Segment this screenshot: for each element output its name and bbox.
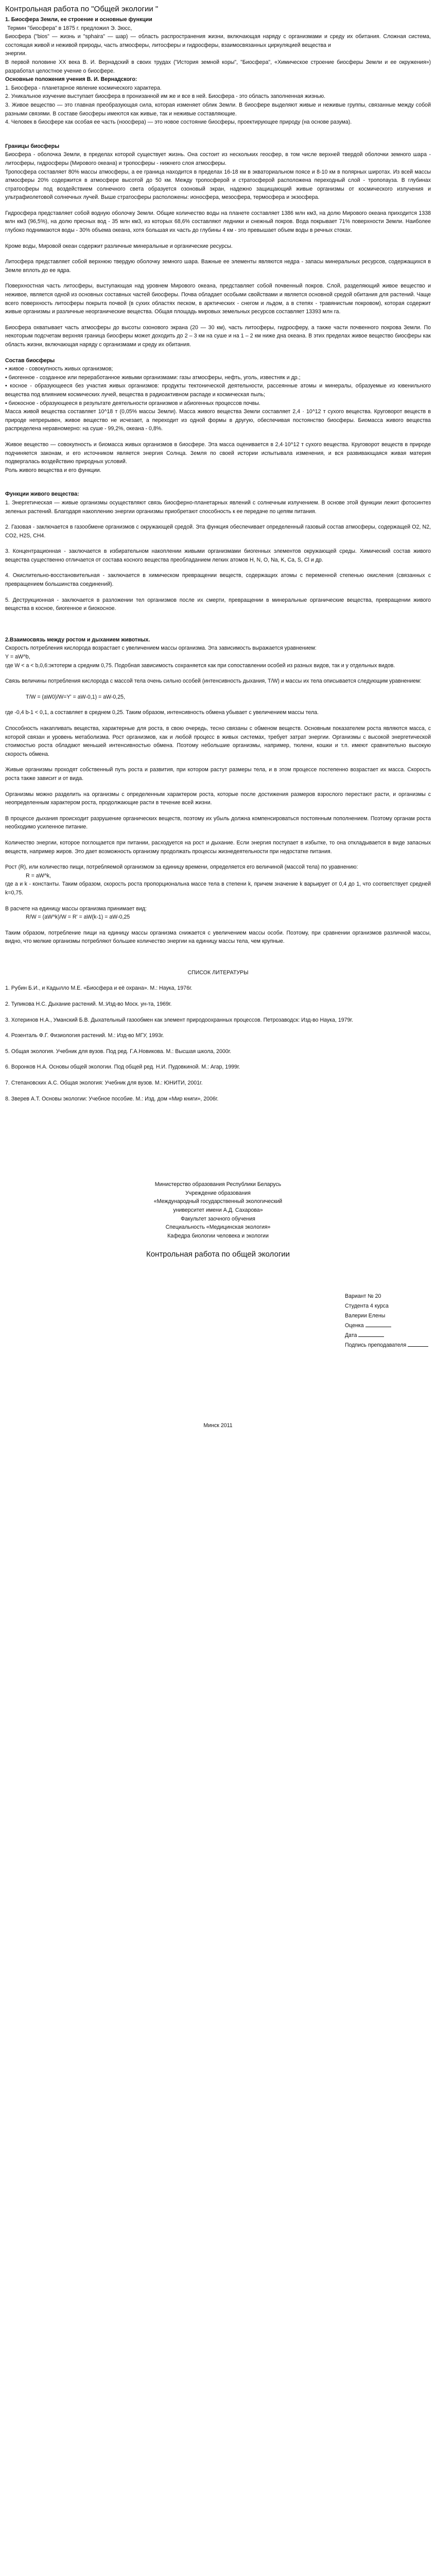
university-name-cont: университет имени А.Д. Сахарова» (173, 1207, 263, 1213)
title-page (5, 1180, 431, 1430)
paragraph: Связь величины потребления кислорода с массой тела очень сильно особей (интенсивность дыхания, T/W) и массы их тела описывается следующим уравнением: (5, 678, 422, 685)
references-title: СПИСОК ЛИТЕРАТУРЫ (187, 969, 249, 976)
section-1-title: 1. Биосфера Земли, ее строение и основные функции (5, 16, 152, 23)
faculty-name: Факультет заочного обучения (181, 1215, 255, 1222)
paragraph: Масса живой вещества составляет 10^18 т (0,05% массы Земли). Масса живого вещества Земли составляет 2,4 · 10^12 т сухого вещества. Круговорот веществ в природе непрерывен, живое вещество не исчезает, а переходит из одной формы в другую, обеспечивая постоянство биосферы. Биомасса живого вещества распределена неравномерно: на суше - 99,2%, океана - 0,8%. (5, 409, 431, 432)
paragraph: В первой половине XX века В. И. Вернадский в своих трудах ("История земной коры", "Биосфера", «Химическое строение биосферы Земли и ее окружения») разработал целостное учение о биосфере. (5, 59, 431, 74)
paragraph: Роль живого вещества и его функции. (5, 467, 101, 473)
reference-item: 2. Тупикова Н.С. Дыхание растений. М.:Изд-во Моск. ун-та, 1969г. (5, 1001, 172, 1008)
signature-line (408, 1341, 428, 1347)
equation: Y = aW^b, (5, 654, 30, 660)
signature-label: Подпись преподавателя (345, 1342, 407, 1349)
paragraph: где -0,4 b-1 < 0,1, а составляет в среднем 0,25. Таким образом, интенсивность обмена убывает с увеличением массы тела. (5, 709, 319, 716)
reference-item: 7. Степановских А.С. Общая экология: Учебник для вузов. М.: ЮНИТИ, 2001г. (5, 1080, 203, 1087)
paragraph: В процессе дыхания происходит разрушение органических веществ, поэтому их убыль должна компенсироваться постоянным пополнением. Поэтому органам роста необходимо усиленное питание. (5, 815, 431, 831)
paragraph: Количество энергии, которое поглощается при питании, расходуется на рост и дыхание. Если энергия поступает в избытке, то она откладывается в виде запасных веществ, например жиров. Это дает возможность организму продолжать процессы жизнедеятельности при недостатке питания. (5, 839, 431, 855)
signature-row (345, 1341, 431, 1350)
specialty-name: Специальность «Медицинская экология» (165, 1224, 271, 1231)
university-name: «Международный государственный экологический (153, 1198, 283, 1205)
functions-title: Функции живого вещества: (5, 491, 79, 498)
rating-row (345, 1321, 427, 1331)
list-item: 2. Уникальное изучение выступает биосфера в пронизанной им же и все в ней. Биосфера - это область заполненная жизнью. (5, 93, 326, 100)
list-item: • биокосное - образующееся в результате деятельности организмов и абиогенных процессов почвы. (5, 400, 260, 406)
student-name: Валерии Елены (345, 1313, 386, 1319)
paragraph: Способность накапливать вещества, характерные для роста, в свою очередь, тесно связаны с обменом веществ. Основным показателем роста являются масса, с которой связан и уровень метаболизма. Рост организмов, как и любой процесс в живых системах, требует затрат энергии. Организмы с высокой энергетической стоимостью роста обладают меньшей интенсивностью обмена. Поэтому небольшие организмы, например, тюлени, кошки и т.п. имеют сравнительно высокую скорость обмена. (5, 725, 431, 757)
department-name: Кафедра биологии человека и экологии (167, 1232, 269, 1239)
reference-item: 4. Розенталь Ф.Г. Физиология растений. М.: Изд-во МГУ, 1993г. (5, 1032, 164, 1039)
list-item: 5. Деструкционная - заключается в разложении тел организмов после их смерти, превращении в минеральные органические вещества, превращении живого вещества в косное, биогенное и биокосное. (5, 597, 431, 612)
reference-item: 3. Хотеринов Н.А., Уманский Б.В. Дыхательный газообмен как элемент природоохранных процессов. Петрозаводск: Изд-во Наука, 1979г. (5, 1016, 353, 1023)
paragraph: Таким образом, потребление пищи на единицу массы организма снижается с увеличением массы особи. Поэтому, при сравнении организмов различной массы, видно, что мелкие организмы потребляют большее количество энергии на единицу массы тела, чем крупные. (5, 929, 431, 945)
list-item: 1. Энергетическая — живые организмы осуществляют связь биосферно-планетарных явлений с солнечным излучением. В основе этой функции лежит фотосинтез зеленых растений. Благодаря накоплению энергии организмы приобретают способность к ее передаче по цепям питания. (5, 499, 431, 515)
list-item: 4. Окислительно-восстановительная - заключается в химическом превращении веществ, содержащих атомы с переменной степенью окисления (связанных с превращением большинства соединений). (5, 572, 431, 588)
list-item: • косное - образующееся без участия живых организмов: продукты тектонической деятельности, рассеянные атомы и минералы, образуемые из ювенильного вещества под влиянием космических лучей, вещества в радиоактивном распаде и космическая пыль; (5, 383, 431, 398)
city-year: Минск 2011 (203, 1422, 233, 1429)
reference-item: 5. Общая экология. Учебник для вузов. Под ред. Г.А.Новикова. М.: Высшая школа, 2000г. (5, 1048, 232, 1055)
principles-title: Основные положения учения В. И. Вернадского: (5, 76, 137, 83)
list-item: 3. Концентрационная - заключается в избирательном накоплении живыми организмами биогенных элементов окружающей среды. Химический состав живого вещества существенно отличается от состава косного вещества преобладанием легких атомов H, N, O, Na, K, Ca, S, Cl и др. (5, 548, 431, 563)
reference-item: 1. Рубин Б.И., и Кадылло М.Е. «Биосфера и её охрана». М.: Наука, 1976г. (5, 985, 193, 992)
student-label: Студента 4 курса (345, 1303, 389, 1310)
student-info (345, 1292, 427, 1341)
reference-item: 6. Воронков Н.А. Основы общей экологии. Под общей ред. Н.И. Пудовкиной. М.: Агар, 1999г. (5, 1064, 240, 1071)
section-2-title: 2.Взаимосвязь между ростом и дыханием животных. (5, 636, 150, 643)
list-item: • живое - совокупность живых организмов; (5, 366, 113, 372)
paragraph: Литосфера представляет собой верхнюю твердую оболочку земного шара. Важные ее элементы являются недра - запасы минеральных ресурсов, содержащихся в Земле вплоть до ее ядра. (5, 259, 431, 274)
reference-item: 8. Зверев А.Т. Основы экологии: Учебное пособие. М.: Изд. дом «Мир книги», 2006г. (5, 1095, 219, 1102)
rating-line (365, 1321, 391, 1327)
paragraph: Скорость потребления кислорода возрастает с увеличением массы организма. Эта зависимость выражается уравнением: (5, 645, 317, 652)
composition-title: Состав биосферы (5, 357, 55, 364)
paragraph: Живые организмы проходят собственный путь роста и развития, при котором растут размеры тела, и в этом процессе постепенно возрастает их масса. Скорость роста также зависит и от вида. (5, 767, 431, 782)
equation: T/W = (aW0)/W=Y' = aW-0,1) = aW-0,25, (26, 693, 125, 700)
list-item: • биогенное - созданное или переработанное живыми организмами: газы атмосферы, нефть, уголь, известняк и др.; (5, 374, 301, 381)
paragraph: Рост (R), или количество пищи, потребляемой организмом за единицу времени, определяется его величиной (массой тела) по уравнению: (5, 864, 358, 871)
document-title: Контрольная работа по "Общей экологии " (5, 5, 159, 13)
paragraph: Термин "биосфера" в 1875 г. предложил Э. Зюсс, (7, 25, 132, 31)
date-label: Дата (345, 1332, 357, 1339)
paragraph: Тропосфера составляет 80% массы атмосферы, а ее граница находится в пределах 16-18 км в экваториальном поясе и 8-10 км в полярных широтах. Из всей массы атмосферы 20% содержится в атмосфере высотой до 50 км. Между тропосферой и стратосферой расположена переходный слой - тропопауза. В глубинах стратосферы под воздействием солнечного света образуется озоновый экран, надежно защищающий живые организмы от космического излучения и ультрафиолетовой солнечных лучей. Выше стратосферы расположены: ионосфера, мезосфера, термосфера и экзосфера. (5, 168, 431, 201)
paragraph: Организмы можно разделить на организмы с определенным характером роста, которые после достижения размеров взрослого перестают расти, и организмы с неопределенным характером роста, продолжающие расти в течение всей жизни. (5, 791, 431, 806)
paragraph: энергии. (5, 50, 27, 57)
paragraph: Биосфера - оболочка Земли, в пределах которой существует жизнь. Она состоит из нескольких геосфер, в том числе верхней твердой оболочки земного шара - литосферы, гидросферы (Мирового океана) и тропосферы - нижнего слоя атмосферы. (5, 151, 431, 166)
paragraph: Биосфера охватывает часть атмосферы до высоты озонового экрана (20 — 30 км), часть литосферы, гидросферу, а также части почвенного покрова Земли. По некоторым подсчетам верхняя граница биосферы может доходить до 2 – 3 км на суше и на 1 – 2 км ниже дна океана. В этих пределах живое вещество биосферы как область жизни, включающая наряду с организмами и среду их обитания. (5, 324, 431, 348)
paragraph: В расчете на единицу массы организма принимает вид: (5, 905, 147, 912)
list-item: 3. Живое вещество — это главная преобразующая сила, которая изменяет облик Земли. В биосфере выделяют живые и неживые группы, связанные между собой разными связями. В составе биосферы имеются как живые, так и неживые составляющие. (5, 101, 431, 117)
paragraph: Биосфера ("bios" — жизнь и "sphaira" — шар) — область распространения жизни, включающая наряду с организмами и среду их обитания. Сложная система, состоящая живой и неживой природы, часть атмосферы, литосферы и гидросферы, взаимосвязанных циркуляцией вещества и (5, 33, 431, 48)
boundaries-title: Границы биосферы (5, 143, 60, 149)
equation: R/W = (aW^k)/W = R' = aW(k-1) = aW-0,25 (26, 914, 130, 921)
date-row (345, 1331, 427, 1341)
paragraph: где a и k - константы. Таким образом, скорость роста пропорциональна массе тела в степени k, причем значение k варьирует от 0,4 до 1, что соответствует средней k=0,75. (5, 881, 431, 896)
list-item: 4. Человек в биосфере как особая ее часть (ноосфера) — это новое состояние биосферы, проектирующее природу (на основе разума). (5, 119, 352, 126)
paragraph: Поверхностная часть литосферы, выступающая над уровнем Мирового океана, представляет собой почвенный покров. Слой, разделяющий живое вещество и неживое, является одной из основных составных частей биосферы. Почва обладает особыми свойствами и является основной средой обитания для растений. Чаще всего поверхность литосферы покрыта почвой (в сухих областях песком, в арктических - снегом и льдом, а в степях - травянистым покровом), которая содержит живые организмы и различные неорганические вещества. Общая площадь мировых земельных ресурсов составляет 13393 млн га. (5, 283, 431, 315)
date-line (358, 1331, 384, 1337)
equation: R = aW^k, (26, 872, 51, 879)
list-item: 2. Газовая - заключается в газообмене организмов с окружающей средой. Эта функция обеспечивает определенный газовый состав атмосферы, содержащей O2, N2, CO2, H2S, CH4. (5, 524, 431, 539)
institution-label: Учреждение образования (185, 1190, 251, 1196)
ministry-name: Министерство образования Республики Беларусь (154, 1181, 282, 1188)
rating-label: Оценка (345, 1323, 364, 1329)
paragraph: Кроме воды, Мировой океан содержит различные минеральные и органические ресурсы. (5, 243, 233, 249)
variant-label: Вариант № 20 (345, 1293, 381, 1300)
paragraph: Гидросфера представляет собой водную оболочку Земли. Общие количество воды на планете составляет 1386 млн км3, на долю Мирового океана приходится 1338 млн км3 (96,5%), на долю пресных вод - 35 млн км3, из которых 68,6% составляют ледники и снежный покров. Вода покрывает 71% поверхности Земли. Наиболее глубоко поднимаются воды - 30% объема океана, хотя большая их часть до глубины 4 км - это превышает объем воды в речных стоках. (5, 210, 431, 234)
work-title: Контрольная работа по общей экологии (146, 1250, 290, 1259)
paragraph: Живое вещество — совокупность и биомасса живых организмов в биосфере. Эта масса оценивается в 2,4·10^12 т сухого вещества. Круговорот веществ в природе подчиняется законам, и его источником является энергия Солнца. Земля по своей истории испытывала изменения, и вся развивающаяся живая материя подвергалась воздействию природных условий. (5, 441, 431, 465)
list-item: 1. Биосфера - планетарное явление космического характера. (5, 84, 162, 91)
paragraph: где W < a < b,0,6:эктотерм а средним 0,75. Подобная зависимость сохраняется как при сопоставлении особей из разных видов, так и у отдельных видов. (5, 662, 395, 669)
